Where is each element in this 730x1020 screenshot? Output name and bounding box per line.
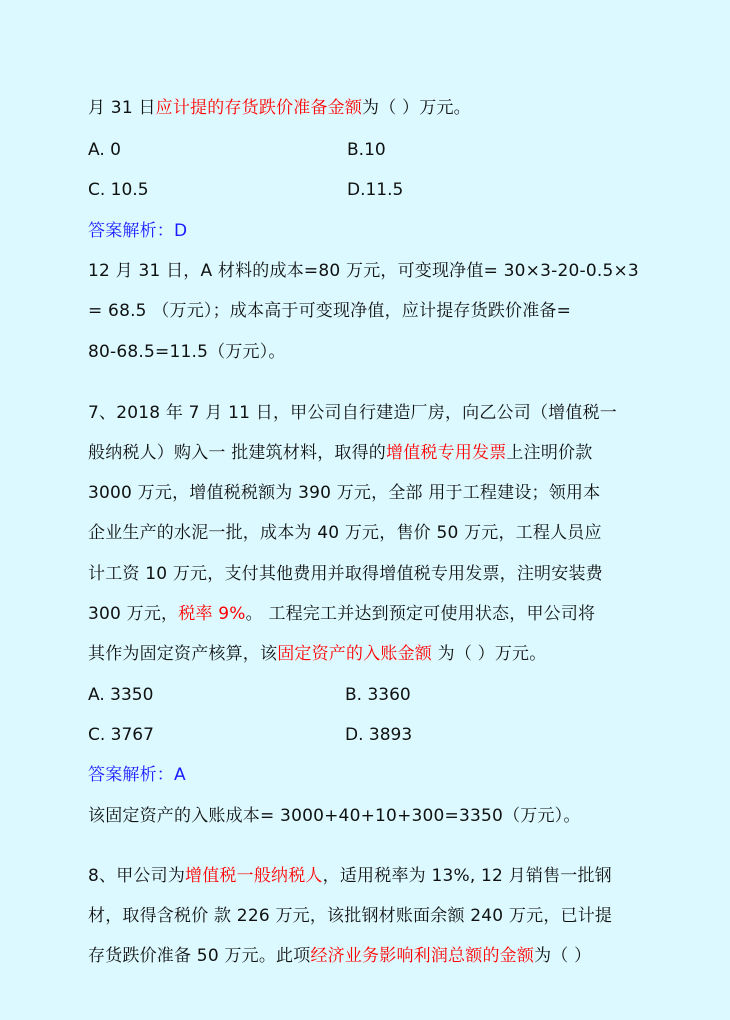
q6-stem-text-end: 为（ ）万元。 xyxy=(362,98,471,118)
q6-stem-highlight: 应计提的存货跌价准备金额 xyxy=(155,98,363,118)
q8-stem-text: 8、甲公司为 xyxy=(88,866,186,886)
q7-stem-line: 计工资 10 万元，支付其他费用并取得增值税专用发票，注明安装费 xyxy=(88,564,603,584)
q6-explanation-line: = 68.5 （万元）；成本高于可变现净值，应计提存货跌价准备= xyxy=(88,301,572,321)
q7-answer-label: 答案解析：A xyxy=(88,765,186,785)
q7-option-d: D. 3893 xyxy=(345,725,413,745)
q7-option-c: C. 3767 xyxy=(88,725,154,745)
q7-stem-text-end: 上注明价款 xyxy=(506,443,593,463)
q7-stem-text-end: 为（ ）万元。 xyxy=(432,644,547,664)
q6-explanation-line: 80-68.5=11.5（万元）。 xyxy=(88,342,286,362)
q7-stem-text: 300 万元， xyxy=(88,604,179,624)
q7-stem-text: 般纳税人）购入一 批建筑材料，取得的 xyxy=(88,443,387,463)
q8-stem-highlight: 增值税一般纳税人 xyxy=(185,866,323,886)
q7-option-a: A. 3350 xyxy=(88,685,154,705)
q7-stem-line: 7、2018 年 7 月 11 日，甲公司自行建造厂房，向乙公司（增值税一 xyxy=(88,403,617,423)
q6-option-a: A. 0 xyxy=(88,140,121,160)
q7-stem-line xyxy=(88,602,595,626)
q7-stem-highlight: 税率 9% xyxy=(178,604,246,624)
q7-option-b: B. 3360 xyxy=(345,685,411,705)
q6-stem-text: 月 31 日 xyxy=(88,98,156,118)
q7-stem-text: 其作为固定资产核算，该 xyxy=(88,644,278,664)
q6-option-d: D.11.5 xyxy=(347,180,404,200)
q8-stem-highlight: 经济业务影响利润总额的金额 xyxy=(310,946,535,966)
q8-stem-line: 材，取得含税价 款 226 万元，该批钢材账面余额 240 万元，已计提 xyxy=(88,906,613,926)
q7-stem-highlight: 增值税专用发票 xyxy=(386,443,507,463)
q6-stem xyxy=(88,96,471,120)
q8-stem-text: 存货跌价准备 50 万元。此项 xyxy=(88,946,311,966)
q7-stem-line xyxy=(88,642,546,666)
q8-stem-line xyxy=(88,944,591,968)
q7-stem-text-end: 。 工程完工并达到预定可使用状态，甲公司将 xyxy=(245,604,596,624)
q7-stem-line: 企业生产的水泥一批，成本为 40 万元，售价 50 万元，工程人员应 xyxy=(88,523,602,543)
q6-answer-label: 答案解析：D xyxy=(88,221,188,241)
q8-stem-text-end: ，适用税率为 13%, 12 月销售一批钢 xyxy=(322,866,612,886)
q8-stem-text-end: 为（ ） xyxy=(534,946,592,966)
q6-option-b: B.10 xyxy=(347,140,386,160)
q8-stem-line xyxy=(88,864,612,888)
q7-stem-line xyxy=(88,441,592,465)
q7-stem-line: 3000 万元，增值税税额为 390 万元，全部 用于工程建设；领用本 xyxy=(88,483,601,503)
q6-explanation-line: 12 月 31 日，A 材料的成本=80 万元，可变现净值= 30×3-20-0.5×3 xyxy=(88,261,639,281)
q7-explanation-line: 该固定资产的入账成本= 3000+40+10+300=3350（万元）。 xyxy=(88,806,581,826)
q6-option-c: C. 10.5 xyxy=(88,180,149,200)
q7-stem-highlight: 固定资产的入账金额 xyxy=(277,644,433,664)
